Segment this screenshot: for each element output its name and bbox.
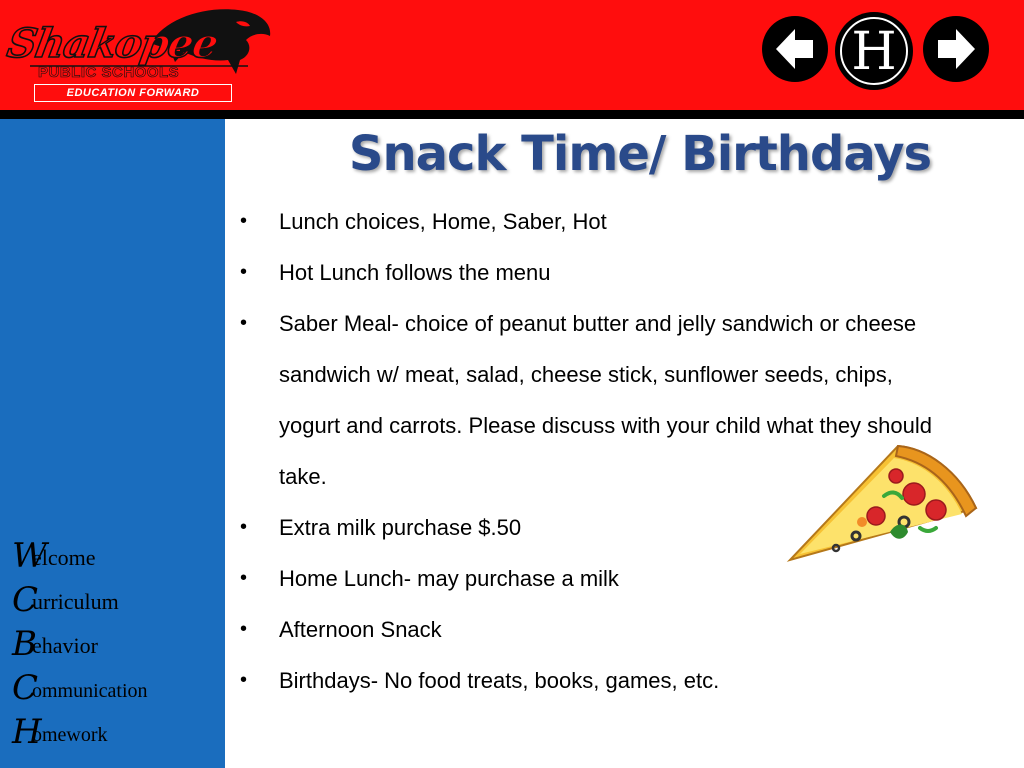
menu-item-initial: H [12,712,42,752]
bullet-text: Saber Meal- choice of peanut butter and jelly sandwich or cheese sandwich w/ meat, salad, cheese stick, sunflower seeds, chips, yogurt and carrots. Please discuss with your child what they should take. [279,311,932,489]
home-letter: H [851,22,897,82]
home-button[interactable] [837,14,911,88]
menu-item-label: urriculum [32,589,119,614]
bullet-text: Extra milk purchase $.50 [279,515,522,540]
bullet-item [240,655,960,706]
bullet-glyph: • [240,261,248,283]
bullet-text: Hot Lunch follows the menu [279,260,551,285]
slide-title: Snack Time/ Birthdays [348,126,932,182]
logo-script-text: Shakopee [3,20,222,67]
pizza-slice-icon [786,436,982,568]
bullet-text: Birthdays- No food treats, books, games, etc. [279,668,720,693]
menu-item-welcome[interactable] [12,536,212,580]
bullet-item [240,196,960,247]
header-divider [0,110,1024,119]
bullet-glyph: • [240,669,248,691]
bullet-item [240,247,960,298]
bullet-text: Afternoon Snack [279,617,442,642]
bullet-glyph: • [240,618,248,640]
menu-item-homework[interactable] [12,712,212,756]
logo-subtitle: PUBLIC SCHOOLS [38,64,180,81]
bullet-glyph: • [240,312,248,334]
menu-item-label: ehavior [32,633,98,658]
bullet-glyph: • [240,567,248,589]
bullet-text: Lunch choices, Home, Saber, Hot [279,209,607,234]
bullet-glyph: • [240,516,248,538]
right-arrow-icon [925,18,987,80]
shakopee-logo [0,0,290,108]
header-band [0,0,1024,110]
left-arrow-icon [764,18,826,80]
logo-tagline: EDUCATION FORWARD [34,84,232,102]
menu-item-label: ommunication [32,680,148,702]
wcbch-menu [12,536,212,756]
menu-item-initial: C [12,668,39,708]
bullet-item [240,604,960,655]
menu-item-label: omework [32,724,108,746]
menu-item-curriculum[interactable] [12,580,212,624]
menu-item-initial: C [12,580,39,620]
previous-slide-button[interactable] [764,18,826,80]
menu-item-label: elcome [32,545,96,570]
menu-item-initial: B [12,624,37,664]
bullet-text: Home Lunch- may purchase a milk [279,566,619,591]
next-slide-button[interactable] [925,18,987,80]
menu-item-communication[interactable] [12,668,212,712]
menu-item-initial: W [12,536,47,576]
menu-item-behavior[interactable] [12,624,212,668]
bullet-glyph: • [240,210,248,232]
